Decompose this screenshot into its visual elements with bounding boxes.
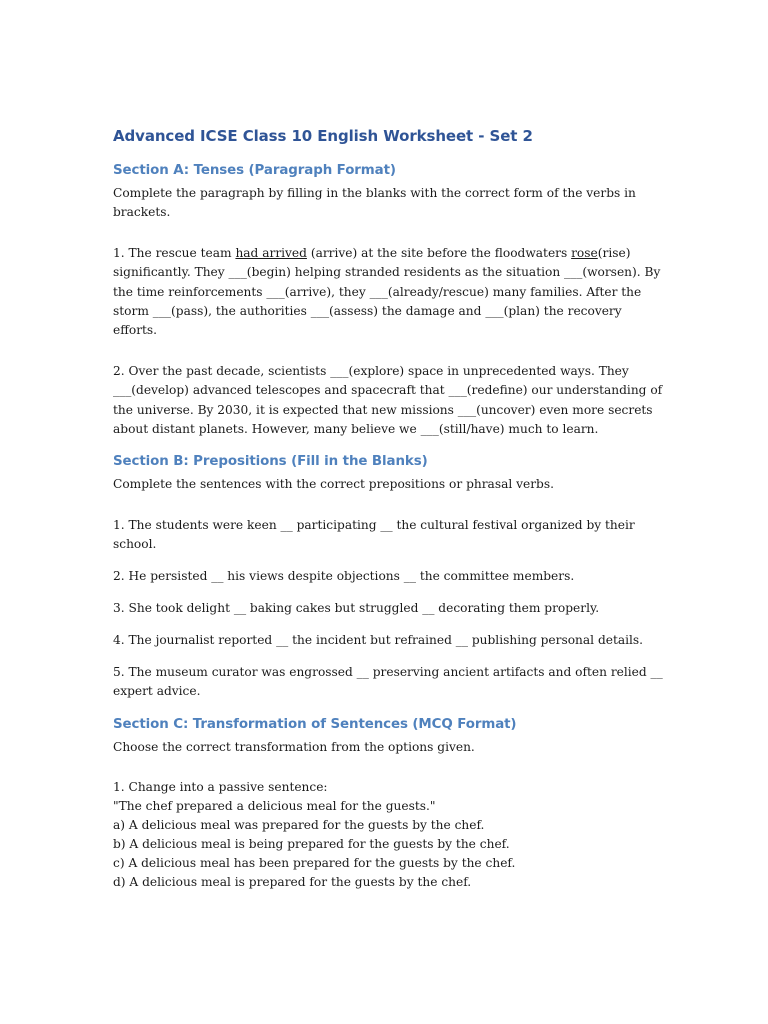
section-c-heading: Section C: Transformation of Sentences (MCQ Format) xyxy=(113,716,517,732)
section-c-instruction: Choose the correct transformation from the options given. xyxy=(113,739,475,754)
section-b-question: 4. The journalist reported __ the incident but refrained __ publishing personal details. xyxy=(113,633,644,647)
section-c-question-prompt: 1. Change into a passive sentence: xyxy=(113,780,328,795)
section-b-question: 3. She took delight __ baking cakes but struggled __ decorating them properly. xyxy=(113,601,600,616)
section-b-heading: Section B: Prepositions (Fill in the Blanks) xyxy=(113,454,428,470)
section-a-paragraph-2: 2. Over the past decade, scientists ___(explore) space in unprecedented ways. They ___(develop) advanced telescopes and spacecraft that ___(redefine) our understanding of the universe. By 2030, it is expected that new missions ___(uncover) even more secrets about distant planets. However, many believe we ___(still/have) much to learn. xyxy=(113,363,663,437)
section-b-question: 2. He persisted __ his views despite objections __ the committee members. xyxy=(113,569,575,584)
mcq-option-b: b) A delicious meal is being prepared for the guests by the chef. xyxy=(113,837,510,852)
example-answer: had arrived xyxy=(235,245,307,260)
section-b-question: 1. The students were keen __ participating __ the cultural festival organized by their school. xyxy=(113,517,635,552)
section-b-instruction: Complete the sentences with the correct prepositions or phrasal verbs. xyxy=(113,477,554,492)
section-a-paragraph-1 xyxy=(113,244,663,341)
mcq-option-a: a) A delicious meal was prepared for the guests by the chef. xyxy=(113,818,485,833)
worksheet-title: Advanced ICSE Class 10 English Worksheet - Set 2 xyxy=(113,127,533,145)
paragraph-text: 1. The rescue team xyxy=(113,245,236,260)
paragraph-text: (arrive) at the site before the floodwaters xyxy=(306,245,572,260)
paragraph-text: (rise) significantly. They ___(begin) helping stranded residents as the situation ___(worsen). By the time reinforcements ___(arrive), they ___(already/rescue) many families. After the storm ___(pass), the authorities ___(assess) the damage and ___(plan) the recovery efforts. xyxy=(113,245,661,338)
section-a-heading: Section A: Tenses (Paragraph Format) xyxy=(113,163,396,178)
mcq-option-c: c) A delicious meal has been prepared for the guests by the chef. xyxy=(113,856,516,871)
section-c-question-sentence: "The chef prepared a delicious meal for the guests." xyxy=(113,799,436,814)
example-answer: rose xyxy=(571,245,598,260)
section-b-question: 5. The museum curator was engrossed __ preserving ancient artifacts and often relied __ expert advice. xyxy=(113,664,663,699)
mcq-option-d: d) A delicious meal is prepared for the guests by the chef. xyxy=(113,875,472,890)
worksheet-page xyxy=(113,126,663,892)
section-a-instruction: Complete the paragraph by filling in the blanks with the correct form of the verbs in brackets. xyxy=(113,186,636,220)
